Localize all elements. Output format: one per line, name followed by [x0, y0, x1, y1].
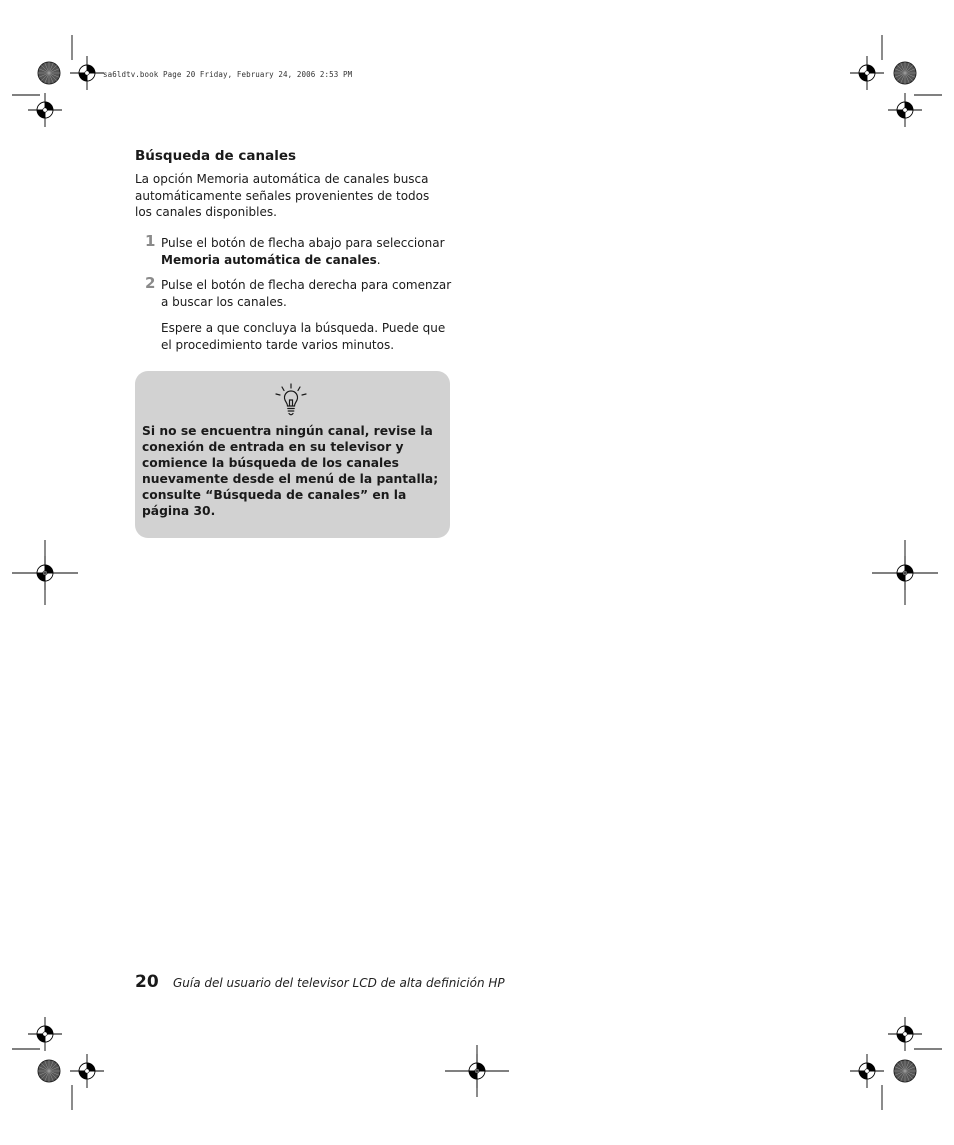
footer-title: Guía del usuario del televisor LCD de alta definición HP — [173, 976, 505, 990]
menu-option-name: Memoria automática de canales — [161, 252, 377, 267]
lightbulb-icon — [274, 383, 308, 419]
section-heading: Búsqueda de canales — [135, 148, 297, 164]
step-number: 2 — [145, 274, 156, 292]
step-text: Pulse el botón de flecha abajo para seleccionar Memoria automática de canales. — [161, 236, 445, 267]
print-slug-line: sa6ldtv.book Page 20 Friday, February 24, 2006 2:53 PM — [103, 70, 353, 79]
step-text: Pulse el botón de flecha derecha para comenzar a buscar los canales. — [161, 278, 452, 309]
step-note: Espere a que concluya la búsqueda. Puede que el procedimiento tarde varios minutos. — [161, 321, 446, 352]
page-number: 20 — [135, 972, 159, 992]
section-intro: La opción Memoria automática de canales busca automáticamente señales provenientes de todos los canales disponibles. — [135, 172, 430, 219]
step-number: 1 — [145, 232, 156, 250]
tip-text: Si no se encuentra ningún canal, revise la conexión de entrada en su televisor y comience la búsqueda de los canales nuevamente desde el menú de la pantalla; consulte “Búsqueda de canales” en la página 30. — [142, 424, 439, 518]
tip-box — [135, 371, 450, 538]
